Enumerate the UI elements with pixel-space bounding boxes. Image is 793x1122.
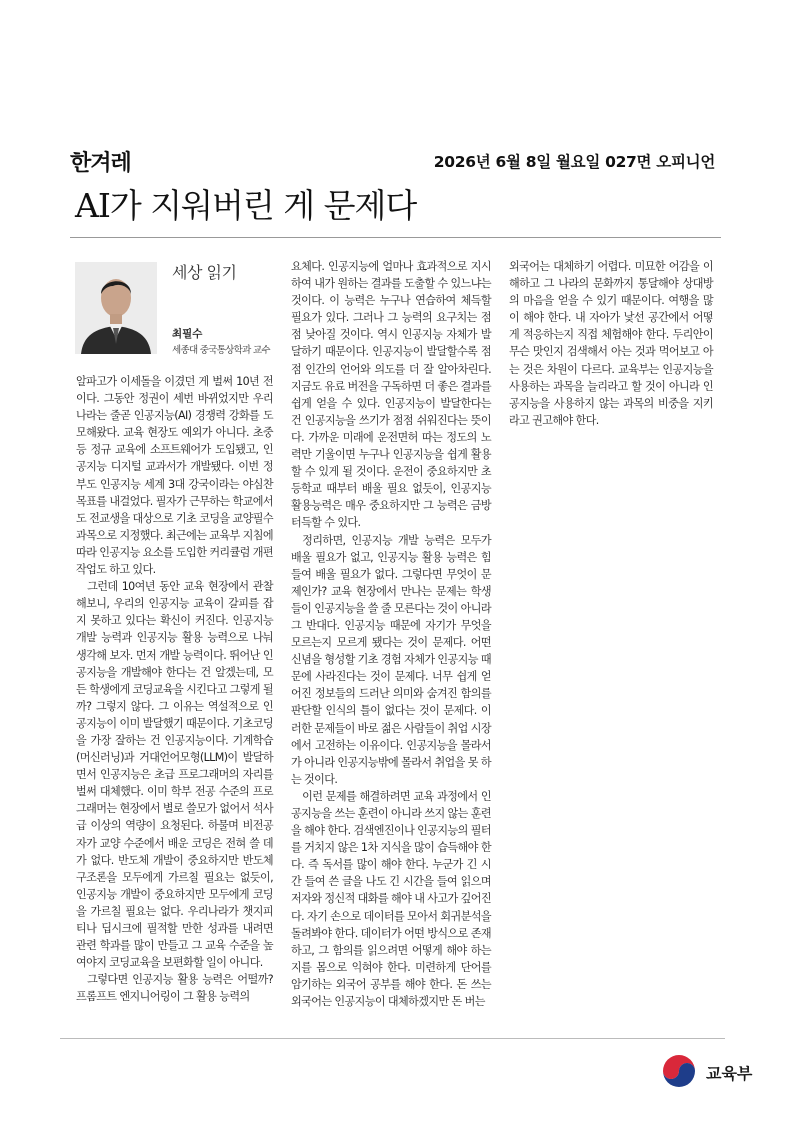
ministry-label: 교육부 (706, 1064, 753, 1083)
article-column-3 (509, 258, 713, 429)
article-paragraph: 외국어는 대체하기 어렵다. 미묘한 어감을 이해하고 그 나라의 문화까지 통달해야 상대방의 마음을 얻을 수 있기 때문이다. 여행을 많이 해야 한다. 내 자아가 낯선 공간에서 어떻게 적응하는지 직접 체험해야 한다. 두리안이 무슨 맛인지 검색해서 아는 것과 먹어보고 아는 것은 차원이 다르다. 교육부는 인공지능을 사용하는 과목을 늘리라고 할 것이 아니라 인공지능을 사용하지 않는 과목의 비중을 지키라고 권고해야 한다. (509, 260, 713, 427)
article-paragraph: 요체다. 인공지능에 얼마나 효과적으로 지시하여 내가 원하는 결과를 도출할 수 있느냐는 것이다. 이 능력은 누구나 연습하여 체득할 필요가 있다. 그러나 그 능력의 요구치는 점점 낮아질 것이다. 역시 인공지능 자체가 발달하기 때문이다. 인공지능이 발달할수록 점점 인간의 언어와 의도를 더 잘 알아차린다. 지금도 유료 버전을 구독하면 더 좋은 결과를 쉽게 얻을 수 있다. 인공지능이 발달한다는 건 인공지능을 쓰기가 점점 쉬워진다는 뜻이다. 가까운 미래에 운전면허 따는 정도의 노력만 기울이면 누구나 인공지능을 쉽게 활용할 수 있게 될 것이다. 운전이 중요하지만 초등학교 때부터 배울 필요 없듯이, 인공지능 활용능력은 매우 중요하지만 그 능력은 금방 터득할 수 있다. (291, 260, 491, 530)
dateline: 2026년 6월 8일 월요일 027면 오피니언 (433, 153, 715, 171)
article-paragraph: 정리하면, 인공지능 개발 능력은 모두가 배울 필요가 없고, 인공지능 활용 능력은 힘들여 배울 필요가 없다. 그렇다면 무엇이 문제인가? 교육 현장에서 만나는 문제는 학생들이 인공지능을 쓸 줄 모른다는 것이 아니라 그 반대다. 인공지능 때문에 자기가 무엇을 모르는지 모르게 됐다는 것이 문제다. 어떤 신념을 형성할 기초 경험 자체가 인공지능 때문에 사라진다는 것이 문제다. 너무 쉽게 얻어진 정보들의 드러난 의미와 숨겨진 함의를 판단할 인식의 틀이 없다는 것이 문제다. 이러한 문제들이 바로 젊은 사람들이 취업 시장에서 고전하는 이유이다. 인공지능을 몰라서가 아니라 인공지능밖에 몰라서 취업을 못 하는 것이다. (291, 533, 491, 786)
article-paragraph: 그런데 10여년 동안 교육 현장에서 관찰해보니, 우리의 인공지능 교육이 갈피를 잡지 못하고 있다는 확신이 커진다. 인공지능 개발 능력과 인공지능 활용 능력으로 나눠 생각해 보자. 먼저 개발 능력이다. 뛰어난 인공지능을 개발해야 한다는 건 알겠는데, 모든 학생에게 코딩교육을 시킨다고 그렇게 될까? 그렇지 않다. 그 이유는 역설적으로 인공지능이 이미 발달했기 때문이다. 기초코딩을 가장 잘하는 건 인공지능이다. 기계학습(머신러닝)과 거대언어모형(LLM)이 발달하면서 인공지능은 초급 프로그래머의 자리를 벌써 대체했다. 이미 학부 전공 수준의 프로그래머는 현장에서 별로 쓸모가 없어서 석사급 이상의 역량이 요청된다. 하물며 비전공자가 교양 수준에서 배운 코딩은 전혀 쓸 데가 없다. 반도체 개발이 중요하지만 반도체 구조론을 모두에게 가르칠 필요는 없듯이, 인공지능 개발이 중요하지만 모두에게 코딩을 가르칠 필요는 없다. 우리나라가 챗지피티나 딥시크에 필적할 만한 성과를 내려면 관련 학과를 많이 만들고 그 교육 수준을 높여야지 코딩교육을 보편화할 일이 아니다. (76, 580, 273, 970)
article-paragraph: 이런 문제를 해결하려면 교육 과정에서 인공지능을 쓰는 훈련이 아니라 쓰지 않는 훈련을 해야 한다. 검색엔진이나 인공지능의 필터를 거치지 않은 1차 지식을 많이 습득해야 한다. 즉 독서를 많이 해야 한다. 누군가 긴 시간 들여 쓴 글을 나도 긴 시간을 들여 읽으며 저자와 정신적 대화를 해야 내 사고가 깊어진다. 자기 손으로 데이터를 모아서 회귀분석을 돌려봐야 한다. 데이터가 어떤 방식으로 존재하고, 그 함의를 읽으려면 어떻게 해야 하는지를 몸으로 익혀야 한다. 미련하게 단어를 암기하는 외국어 공부를 해야 한다. 돈 쓰는 외국어는 인공지능이 대체하겠지만 돈 버는 (291, 789, 491, 1009)
author-photo (75, 262, 157, 354)
newspaper-logo: 한겨레 (70, 151, 131, 176)
article-column-1 (76, 373, 273, 1005)
author-title: 세종대 중국통상학과 교수 (172, 345, 270, 356)
section-title: 세상 읽기 (172, 263, 237, 282)
article-paragraph: 알파고가 이세돌을 이겼던 게 벌써 10년 전이다. 그동안 정권이 세번 바뀌었지만 우리나라는 줄곧 인공지능(AI) 경쟁력 강화를 도모해왔다. 교육 현장도 예외가 아니다. 초중등 정규 교육에 소프트웨어가 도입됐고, 인공지능 디지털 교과서가 개발됐다. 이번 정부도 인공지능 세계 3대 강국이라는 야심찬 목표를 내걸었다. 필자가 근무하는 학교에서도 전교생을 대상으로 기초 코딩을 교양필수 과목으로 지정했다. 최근에는 교육부 지침에 따라 인공지능 요소를 도입한 커리큘럼 개편 작업도 하고 있다. (76, 375, 273, 577)
article-paragraph: 그렇다면 인공지능 활용 능력은 어떨까? 프롬프트 엔지니어링이 그 활용 능력의 (76, 973, 273, 1004)
headline-divider (70, 237, 721, 238)
taegeuk-emblem-icon (659, 1051, 699, 1091)
author-name: 최필수 (172, 328, 203, 340)
article-column-2 (291, 258, 491, 1010)
article-headline: AI가 지워버린 게 문제다 (75, 186, 417, 225)
footer-divider (60, 1038, 725, 1039)
